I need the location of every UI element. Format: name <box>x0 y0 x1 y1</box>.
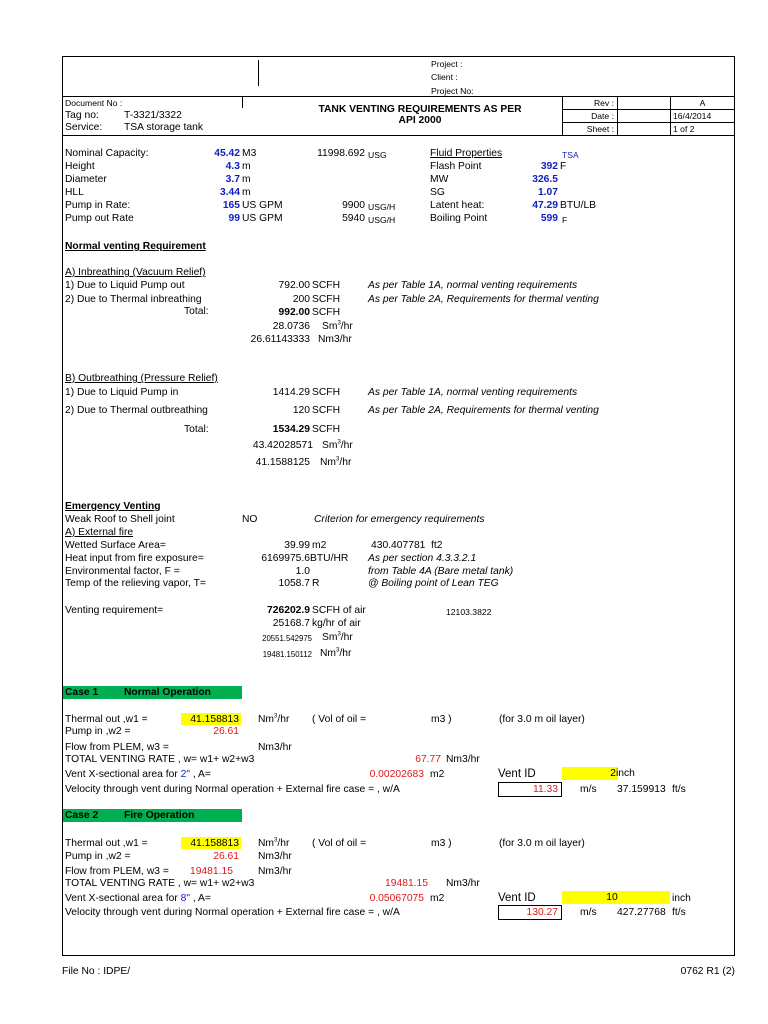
case2-vent-id-value: 10 <box>606 892 618 903</box>
case1-vent-id-value: 2 <box>610 768 616 779</box>
heat-input-note: As per section 4.3.3.2.1 <box>368 553 477 564</box>
case1-vent-id-unit: inch <box>616 768 635 779</box>
rev-label: Rev : <box>593 98 614 108</box>
case1-w1-value: 41.158813 <box>190 714 239 725</box>
case2-w2-value: 26.61 <box>213 851 239 862</box>
pump-in-usgh: 9900 <box>342 200 365 211</box>
case1-vol-unit: m3 ) <box>431 714 452 725</box>
venting-requirement-sm3-unit: Sm$^3$/hr <box>322 631 353 643</box>
external-fire-title: A) External fire <box>65 527 134 538</box>
case2-area-label-pre: Vent X-sectional area for <box>65 893 178 904</box>
latent-heat-unit: BTU/LB <box>560 200 597 211</box>
venting-requirement-label: Venting requirement= <box>65 605 164 616</box>
case2-w3-label: Flow from PLEM, w3 = <box>65 866 169 877</box>
case2-velocity-fts: 427.27768 <box>617 907 666 918</box>
case1-area-label-pre: Vent X-sectional area for <box>65 769 178 780</box>
case1-subtitle: Normal Operation <box>124 687 211 698</box>
case2-total-value: 19481.15 <box>385 878 428 889</box>
venting-requirement-kg-value: 25168.7 <box>272 618 310 629</box>
pump-out-label: Pump out Rate <box>65 213 134 224</box>
relieving-temp-unit: R <box>312 578 320 589</box>
document-title-line2: API 2000 <box>398 115 442 126</box>
sm3-unit-text-2: Sm <box>322 440 338 451</box>
hll-unit: m <box>242 187 251 198</box>
pump-out-usgh-unit: USG/H <box>368 215 396 225</box>
case2-area-value: 0.05067075 <box>369 893 424 904</box>
outbreathing-1-unit: SCFH <box>312 387 341 398</box>
venting-requirement-unit: SCFH of air <box>312 605 366 616</box>
nm3-unit-text-2: Nm <box>320 648 337 659</box>
client-label: Client : <box>431 72 458 82</box>
case1-title: Case 1 <box>65 687 99 698</box>
document-title-line1: TANK VENTING REQUIREMENTS AS PER <box>318 104 522 115</box>
environmental-factor-label: Environmental factor, F = <box>65 566 180 577</box>
case2-vent-id-unit: inch <box>672 893 691 904</box>
inbreathing-total-label: Total: <box>184 306 209 317</box>
inbreathing-1-label: 1) Due to Liquid Pump out <box>65 280 185 291</box>
tag-no-label: Tag no: <box>65 110 99 121</box>
case1-w1-unit: Nm$^3$/hr <box>258 713 290 725</box>
pump-out-usgh: 5940 <box>342 213 365 224</box>
latent-heat-label: Latent heat: <box>430 200 485 211</box>
venting-requirement-kg-unit: kg/hr of air <box>312 618 361 629</box>
inbreathing-2-note: As per Table 2A, Requirements for thermal venting <box>368 294 599 305</box>
nominal-capacity-value: 45.42 <box>214 148 240 159</box>
flash-point-value: 392 <box>540 161 558 172</box>
height-value: 4.3 <box>225 161 240 172</box>
venting-requirement-sm3-value: 20551.542975 <box>262 634 312 643</box>
project-label: Project : <box>431 59 463 69</box>
venting-requirement-nm3-unit: Nm$^3$/hr <box>320 647 352 659</box>
case1-w2-label: Pump in ,w2 = <box>65 726 131 737</box>
outbreathing-sm3-value: 43.42028571 <box>252 440 313 451</box>
case1-w1-label: Thermal out ,w1 = <box>65 714 148 725</box>
header-divider-small <box>258 60 259 86</box>
boiling-point-unit: F <box>562 215 568 225</box>
boiling-point-value: 599 <box>540 213 558 224</box>
height-label: Height <box>65 161 95 172</box>
header-vline-c <box>617 96 618 135</box>
outbreathing-nm3-unit: Nm$^3$/hr <box>320 456 352 468</box>
nominal-capacity-label: Nominal Capacity: <box>65 148 149 159</box>
outbreathing-2-value: 120 <box>292 405 310 416</box>
venting-requirement-extra: 12103.3822 <box>446 607 492 617</box>
outbreathing-2-unit: SCFH <box>312 405 341 416</box>
sm3-unit-text: Sm <box>322 321 338 332</box>
nm-unit-text-c1: Nm <box>258 714 275 725</box>
case2-w3-value: 19481.15 <box>190 866 233 877</box>
normal-venting-title: Normal venting Requirement <box>65 241 206 252</box>
case1-w3-label: Flow from PLEM, w3 = <box>65 742 169 753</box>
footer-file-no: File No : IDPE/ <box>62 966 131 977</box>
relieving-temp-label: Temp of the relieving vapor, T= <box>65 578 206 589</box>
date-label: Date : <box>591 111 614 121</box>
inbreathing-nm3-unit: Nm3/hr <box>318 334 352 345</box>
usg-unit: USG <box>368 150 387 160</box>
sheet-value: 1 of 2 <box>673 124 695 134</box>
heat-input-value: 6169975.6 <box>261 553 310 564</box>
diameter-unit: m <box>242 174 251 185</box>
weak-roof-value: NO <box>242 514 258 525</box>
case1-area-size: 2" <box>180 769 191 780</box>
case2-layer-note: (for 3.0 m oil layer) <box>499 838 585 849</box>
nominal-capacity-unit: M3 <box>242 148 257 159</box>
sg-label: SG <box>430 187 445 198</box>
case2-w2-label: Pump in ,w2 = <box>65 851 131 862</box>
case1-total-unit: Nm3/hr <box>446 754 480 765</box>
outbreathing-1-label: 1) Due to Liquid Pump in <box>65 387 179 398</box>
case1-velocity-label: Velocity through vent during Normal operation + External fire case = , w/A <box>65 784 400 795</box>
relieving-temp-note: @ Boiling point of Lean TEG <box>368 578 499 589</box>
pump-out-unit: US GPM <box>242 213 283 224</box>
case2-subtitle: Fire Operation <box>124 810 195 821</box>
inbreathing-2-label: 2) Due to Thermal inbreathing <box>65 294 202 305</box>
hll-label: HLL <box>65 187 84 198</box>
fluid-properties-title: Fluid Properties <box>430 148 503 159</box>
pump-in-unit: US GPM <box>242 200 283 211</box>
wetted-area-value: 39.99 <box>284 540 310 551</box>
header-vline-a <box>242 96 243 108</box>
pump-out-value: 99 <box>228 213 240 224</box>
outbreathing-1-note: As per Table 1A, normal venting requirements <box>368 387 578 398</box>
outbreathing-2-label: 2) Due to Thermal outbreathing <box>65 405 208 416</box>
inbreathing-sm3-unit: Sm$^3$/hr <box>322 320 353 332</box>
case1-velocity-unit: m/s <box>580 784 597 795</box>
tag-no-value: T-3321/3322 <box>124 110 182 121</box>
header-line-4 <box>62 135 735 136</box>
wetted-area-ft2-value: 430.407781 <box>371 540 426 551</box>
case2-velocity-label: Velocity through vent during Normal operation + External fire case = , w/A <box>65 907 400 918</box>
inbreathing-total-value: 992.00 <box>278 307 310 318</box>
outbreathing-total-unit: SCFH <box>312 424 341 435</box>
environmental-factor-note: from Table 4A (Bare metal tank) <box>368 566 514 577</box>
case2-area-label <box>65 893 211 905</box>
sg-value: 1.07 <box>537 187 558 198</box>
wetted-area-label: Wetted Surface Area= <box>65 540 166 551</box>
case1-velocity-value: 11.33 <box>532 784 558 795</box>
flash-point-label: Flash Point <box>430 161 482 172</box>
diameter-value: 3.7 <box>225 174 240 185</box>
case2-area-label-post: , A= <box>192 893 211 904</box>
case2-area-unit: m2 <box>430 893 445 904</box>
mw-label: MW <box>430 174 449 185</box>
inbreathing-title: A) Inbreathing (Vacuum Relief) <box>65 267 206 278</box>
inbreathing-1-value: 792.00 <box>278 280 310 291</box>
case1-area-unit: m2 <box>430 769 445 780</box>
project-no-label: Project No: <box>431 86 474 96</box>
outbreathing-total-value: 1534.29 <box>272 424 310 435</box>
rev-value: A <box>699 98 706 108</box>
inbreathing-total-unit: SCFH <box>312 307 341 318</box>
case2-vent-id-label: Vent ID <box>498 892 536 904</box>
inbreathing-sm3-value: 28.0736 <box>272 321 310 332</box>
case2-total-label: TOTAL VENTING RATE , w= w1+ w2+w3 <box>65 878 255 889</box>
footer-doc-code: 0762 R1 (2) <box>680 966 735 977</box>
fluid-name: TSA <box>562 150 579 160</box>
case2-area-size: 8" <box>180 893 191 904</box>
outbreathing-total-label: Total: <box>184 424 209 435</box>
case2-vol-label: ( Vol of oil = <box>312 838 367 849</box>
header-line-1 <box>62 96 735 97</box>
case2-title: Case 2 <box>65 810 99 821</box>
heat-input-unit: BTU/HR <box>310 553 349 564</box>
case2-velocity-fts-unit: ft/s <box>672 907 686 918</box>
nm3-unit-text: Nm <box>320 457 337 468</box>
emergency-venting-title: Emergency Venting <box>65 501 161 512</box>
outbreathing-sm3-unit: Sm$^3$/hr <box>322 439 353 451</box>
outbreathing-title: B) Outbreathing (Pressure Relief) <box>65 373 218 384</box>
pump-in-value: 165 <box>222 200 240 211</box>
mw-value: 326.5 <box>532 174 558 185</box>
case2-velocity-value: 130.27 <box>526 907 558 918</box>
service-value: TSA storage tank <box>124 122 203 133</box>
pump-in-label: Pump in Rate: <box>65 200 131 211</box>
nominal-capacity-usg: 11998.692 <box>317 148 365 159</box>
hll-value: 3.44 <box>219 187 240 198</box>
case2-velocity-unit: m/s <box>580 907 597 918</box>
venting-requirement-value: 726202.9 <box>267 605 310 616</box>
inbreathing-nm3-value: 26.61143333 <box>250 334 310 345</box>
outbreathing-nm3-value: 41.1588125 <box>255 457 310 468</box>
case2-w1-label: Thermal out ,w1 = <box>65 838 148 849</box>
weak-roof-note: Criterion for emergency requirements <box>314 514 485 525</box>
inbreathing-1-unit: SCFH <box>312 280 341 291</box>
case2-w2-unit: Nm3/hr <box>258 851 292 862</box>
case1-area-value: 0.00202683 <box>369 769 424 780</box>
inbreathing-2-value: 200 <box>292 294 310 305</box>
case2-w3-unit: Nm3/hr <box>258 866 292 877</box>
wetted-area-unit: m2 <box>312 540 327 551</box>
sm3-unit-text-3: Sm <box>322 632 338 643</box>
latent-heat-value: 47.29 <box>532 200 558 211</box>
case2-vol-unit: m3 ) <box>431 838 452 849</box>
date-value: 16/4/2014 <box>673 111 712 121</box>
wetted-area-ft2-unit: ft2 <box>431 540 443 551</box>
outbreathing-2-note: As per Table 2A, Requirements for thermal venting <box>368 405 599 416</box>
document-no-label: Document No : <box>65 98 123 108</box>
case2-w1-value: 41.158813 <box>190 838 239 849</box>
case1-velocity-fts-unit: ft/s <box>672 784 686 795</box>
heat-input-label: Heat input from fire exposure= <box>65 553 204 564</box>
case1-total-value: 67.77 <box>415 754 441 765</box>
outbreathing-1-value: 1414.29 <box>272 387 310 398</box>
inbreathing-1-note: As per Table 1A, normal venting requirements <box>368 280 578 291</box>
case1-area-label <box>65 769 211 781</box>
weak-roof-label: Weak Roof to Shell joint <box>65 514 175 525</box>
flash-point-unit: F <box>560 161 567 172</box>
height-unit: m <box>242 161 251 172</box>
case1-vent-id-label: Vent ID <box>498 768 536 780</box>
boiling-point-label: Boiling Point <box>430 213 488 224</box>
venting-requirement-nm3-value: 19481.150112 <box>262 650 312 659</box>
case2-w1-unit: Nm$^3$/hr <box>258 837 290 849</box>
relieving-temp-value: 1058.7 <box>278 578 310 589</box>
service-label: Service: <box>65 122 103 133</box>
case2-total-unit: Nm3/hr <box>446 878 480 889</box>
case1-area-label-post: , A= <box>192 769 211 780</box>
case1-w3-unit: Nm3/hr <box>258 742 292 753</box>
diameter-label: Diameter <box>65 174 107 185</box>
sheet-label: Sheet : <box>586 124 614 134</box>
case1-vol-label: ( Vol of oil = <box>312 714 367 725</box>
case1-velocity-fts: 37.159913 <box>617 784 666 795</box>
nm-unit-text-c2: Nm <box>258 838 275 849</box>
case1-layer-note: (for 3.0 m oil layer) <box>499 714 585 725</box>
inbreathing-2-unit: SCFH <box>312 294 341 305</box>
environmental-factor-value: 1.0 <box>295 566 310 577</box>
case1-w2-value: 26.61 <box>213 726 239 737</box>
pump-in-usgh-unit: USG/H <box>368 202 396 212</box>
case1-total-label: TOTAL VENTING RATE , w= w1+ w2+w3 <box>65 754 255 765</box>
